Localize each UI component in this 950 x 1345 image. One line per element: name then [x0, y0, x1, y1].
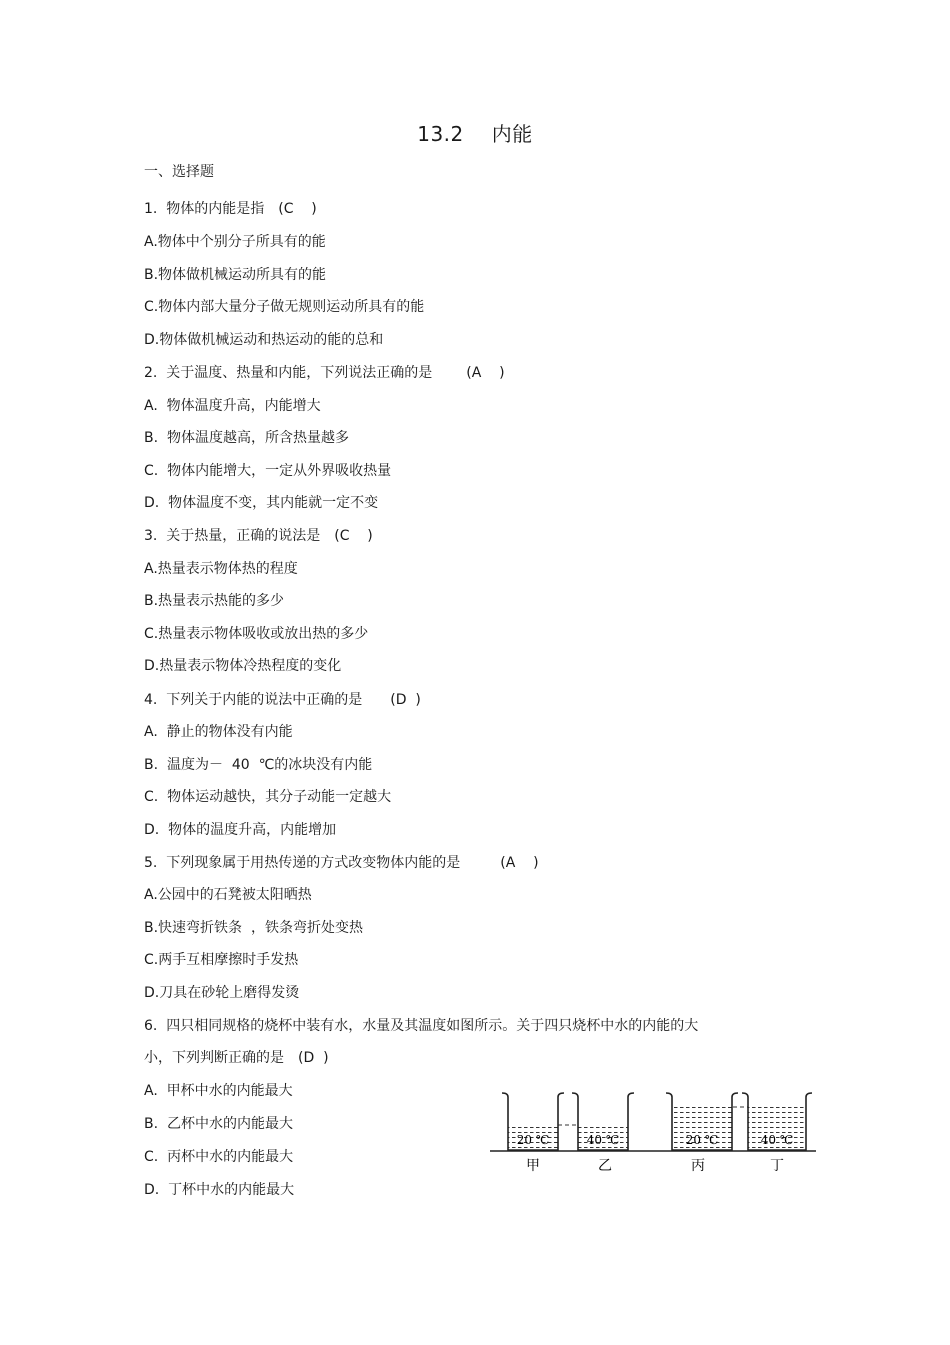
question-2: 2. 关于温度、热量和内能，下列说法正确的是 (A ) — [144, 365, 505, 381]
answer: (C ) — [334, 528, 373, 544]
option: A.公园中的石凳被太阳晒热 — [144, 887, 312, 903]
beaker-temp: 20 ℃ — [516, 1133, 550, 1147]
question-4: 4. 下列关于内能的说法中正确的是 (D ) — [144, 692, 421, 708]
beakers-figure — [488, 1085, 818, 1177]
question-1: 1. 物体的内能是指 (C ) — [144, 201, 317, 217]
option: D.热量表示物体冷热程度的变化 — [144, 658, 342, 674]
beaker-label: 甲 — [526, 1158, 540, 1174]
option: C.热量表示物体吸收或放出热的多少 — [144, 626, 369, 642]
option: A. 物体温度升高，内能增大 — [144, 398, 321, 414]
beaker-temp: 40 ℃ — [586, 1133, 620, 1147]
beaker-temp: 20 ℃ — [685, 1133, 719, 1147]
beaker-label: 乙 — [598, 1158, 612, 1174]
beaker-2 — [572, 1093, 634, 1150]
option: B.物体做机械运动所具有的能 — [144, 267, 327, 283]
option: B. 物体温度越高，所含热量越多 — [144, 430, 349, 446]
answer: (A ) — [466, 365, 505, 381]
option: B. 乙杯中水的内能最大 — [144, 1116, 293, 1132]
option: D.刀具在砂轮上磨得发烫 — [144, 985, 300, 1001]
option: C. 物体运动越快，其分子动能一定越大 — [144, 789, 392, 805]
beaker-3 — [666, 1093, 738, 1150]
option: D.物体做机械运动和热运动的能的总和 — [144, 332, 384, 348]
option: D. 物体的温度升高，内能增加 — [144, 822, 337, 838]
answer: (A ) — [500, 855, 539, 871]
question-6: 6. 四只相同规格的烧杯中装有水，水量及其温度如图所示。关于四只烧杯中水的内能的大 — [144, 1018, 699, 1034]
page-title — [0, 118, 950, 147]
option: D. 物体温度不变，其内能就一定不变 — [144, 495, 379, 511]
beaker-4 — [742, 1093, 812, 1150]
option: C.物体内部大量分子做无规则运动所具有的能 — [144, 299, 425, 315]
option: B. 温度为－ 40 ℃的冰块没有内能 — [144, 757, 373, 773]
title-number: 13.2 — [417, 122, 464, 146]
question-5: 5. 下列现象属于用热传递的方式改变物体内能的是 (A ) — [144, 855, 539, 871]
option: A.物体中个别分子所具有的能 — [144, 234, 326, 250]
option: D. 丁杯中水的内能最大 — [144, 1182, 295, 1198]
option: C. 物体内能增大，一定从外界吸收热量 — [144, 463, 392, 479]
option: B.热量表示热能的多少 — [144, 593, 285, 609]
beaker-label: 丁 — [770, 1158, 784, 1174]
option: A.热量表示物体热的程度 — [144, 561, 298, 577]
option: A. 静止的物体没有内能 — [144, 724, 293, 740]
option: C. 丙杯中水的内能最大 — [144, 1149, 294, 1165]
question-6-cont: 小，下列判断正确的是 (D ) — [144, 1050, 329, 1066]
answer: (C ) — [278, 201, 317, 217]
option: A. 甲杯中水的内能最大 — [144, 1083, 293, 1099]
answer: (D ) — [298, 1050, 329, 1066]
question-3: 3. 关于热量，正确的说法是 (C ) — [144, 528, 373, 544]
beaker-1 — [502, 1093, 564, 1150]
section-heading: 一、选择题 — [144, 164, 214, 180]
option: C.两手互相摩擦时手发热 — [144, 952, 299, 968]
beaker-temp: 40 ℃ — [760, 1133, 794, 1147]
beaker-label: 丙 — [691, 1158, 705, 1174]
title-text: 内能 — [491, 122, 533, 146]
option: B.快速弯折铁条 ，铁条弯折处变热 — [144, 920, 363, 936]
answer: (D ) — [390, 692, 421, 708]
